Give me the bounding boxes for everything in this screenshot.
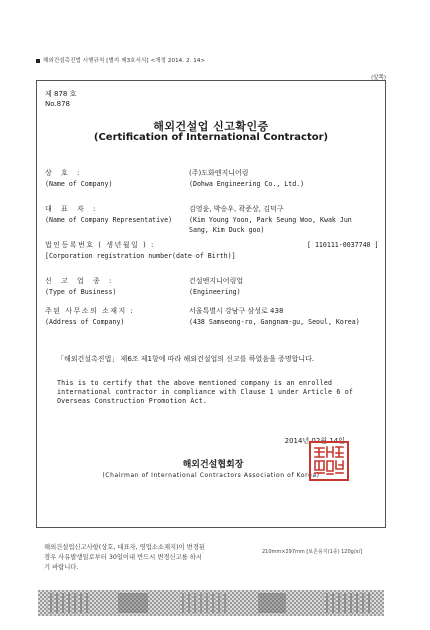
registration-label-ko: 법인등록번호 ( 생년월일 ) : [45,241,155,249]
form-rule-text: 해외건설촉진법 시행규칙 [별지 제3호서식] <개정 2014. 2. 14> [43,58,206,64]
business-value-ko: 건설엔지니어링업 [189,277,244,285]
issue-date: 2014년 02월 14일 [284,437,345,445]
registration-number: [ 110111-0037740 ] [307,241,379,249]
representative-value-en: (Kim Young Yoon, Park Seung Woo, Kwak Jun Sang, Kim Duck goo) [189,216,352,234]
certificate-title-ko: 해외건설업 신고확인증 [153,120,269,133]
form-rule-reference [36,56,205,64]
certificate-title-en: (Certification of International Contractor) [93,132,329,143]
business-label-ko: 신 고 업 종 : [45,277,115,285]
company-value-en: (Dohwa Engineering Co., Ltd.) [189,180,305,188]
address-value-en: (438 Samseong-ro, Gangnam-gu, Seoul, Korea) [189,318,360,326]
representative-label-ko: 대 표 자 : [45,205,99,213]
square-bullet-icon [36,59,40,63]
registration-label-en: [Corporation registration number(date of Birth)] [45,252,236,260]
representative-label-en: (Name of Company Representative) [45,216,173,224]
footer-notice: 해외건설업신고사항(상호, 대표자, 영업소소재지)이 변경된 경우 사유발생일로부터 30일이내 반드시 변경신고를 하시기 바랍니다. [44,544,205,571]
issuer-name-en: (Chairman of International Contractors Association of Korea) [102,472,320,479]
page-side-tag: (앞쪽) [371,75,386,81]
representative-value-ko: 김영윤, 박승우, 곽준상, 김덕구 [189,205,284,213]
security-pattern-strip [38,590,384,616]
business-value-en: (Engineering) [189,288,241,296]
certification-statement-ko: 「해외건설촉진법」 제6조 제1항에 따라 해외건설업의 신고를 하였음을 증명합니다. [57,355,315,363]
certificate-frame [36,80,386,528]
business-label-en: (Type of Business) [45,288,117,296]
certificate-number-ko: 제 878 호 [45,90,77,98]
paper-spec: 210mm×297mm [보존용지(1종) 120g/㎡] [262,549,363,555]
issuer-name-ko: 해외건설협회장 [182,460,244,470]
company-label-en: (Name of Company) [45,180,113,188]
address-label-ko: 주된 사무소의 소재지 : [45,307,135,315]
official-seal-icon [309,441,349,481]
company-value-ko: (주)도화엔지니어링 [189,169,249,177]
address-label-en: (Address of Company) [45,318,125,326]
certification-statement-en: This is to certify that the above mentioned company is an enrolled international contractor in compliance with Clause 1 under Article 6 of Overseas Construction Promotion Act. [57,379,354,405]
company-label-ko: 상 호 : [45,169,83,177]
seal-glyphs [311,443,347,479]
address-value-ko: 서울특별시 강남구 삼성로 438 [189,307,284,315]
certificate-number-en: No.878 [45,100,70,108]
